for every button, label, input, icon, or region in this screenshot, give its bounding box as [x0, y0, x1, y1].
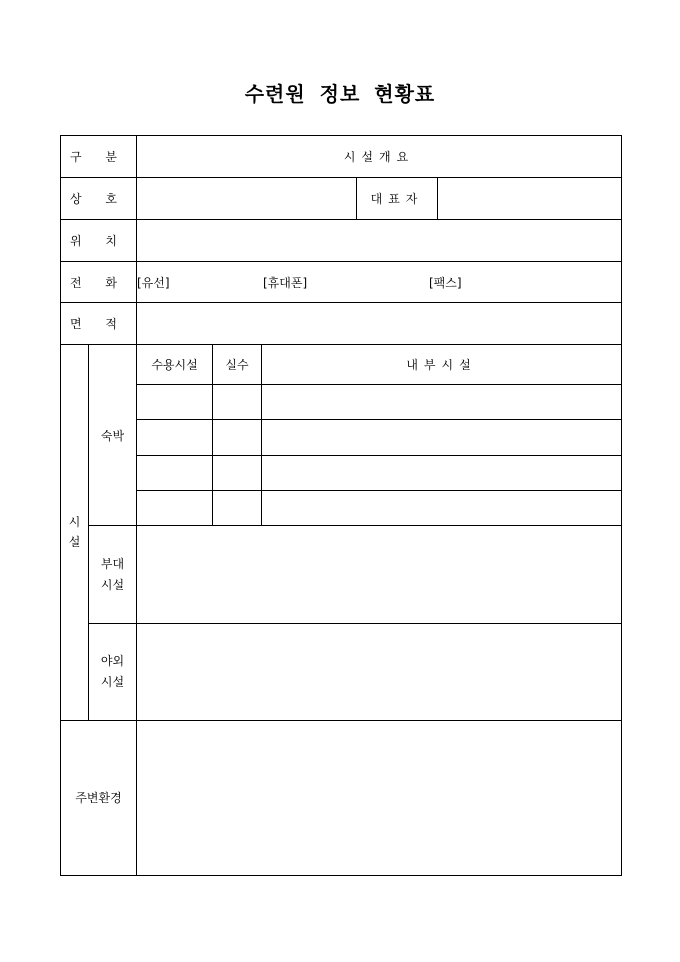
location-label: 위 치	[61, 220, 137, 262]
rooms-cell[interactable]	[213, 385, 262, 420]
auxiliary-line1: 부대	[100, 556, 125, 571]
interior-header: 내부시설	[262, 345, 622, 385]
business-name-field[interactable]	[137, 178, 357, 220]
overview-label: 시설개요	[137, 136, 622, 178]
rooms-header: 실수	[213, 345, 262, 385]
capacity-cell[interactable]	[137, 385, 213, 420]
interior-cell[interactable]	[262, 456, 622, 491]
phone-mobile-label: [휴대폰]	[263, 275, 308, 290]
status-form-table	[60, 135, 622, 876]
title-word: 정보	[319, 82, 361, 106]
phone-landline-label: [유선]	[137, 275, 170, 290]
phone-fax-label: [팩스]	[429, 275, 462, 290]
outdoor-facilities-label	[89, 623, 137, 720]
facilities-label-bottom: 설	[68, 535, 81, 550]
category-label: 구 분	[61, 136, 137, 178]
capacity-cell[interactable]	[137, 456, 213, 491]
business-name-label: 상 호	[61, 178, 137, 220]
capacity-cell[interactable]	[137, 420, 213, 456]
phone-field[interactable]	[137, 262, 622, 303]
environment-field[interactable]	[137, 720, 622, 875]
rooms-cell[interactable]	[213, 491, 262, 526]
outdoor-facilities-field[interactable]	[137, 623, 622, 720]
capacity-cell[interactable]	[137, 491, 213, 526]
capacity-header: 수용시설	[137, 345, 213, 385]
rooms-cell[interactable]	[213, 420, 262, 456]
page-title	[0, 78, 680, 107]
outdoor-line1: 야외	[100, 653, 125, 668]
rooms-cell[interactable]	[213, 456, 262, 491]
lodging-label: 숙박	[89, 345, 137, 526]
title-word: 수련원	[244, 82, 306, 106]
location-field[interactable]	[137, 220, 622, 262]
interior-cell[interactable]	[262, 385, 622, 420]
auxiliary-line2: 시설	[100, 577, 125, 592]
interior-cell[interactable]	[262, 420, 622, 456]
title-word: 현황표	[374, 82, 436, 106]
interior-cell[interactable]	[262, 491, 622, 526]
phone-label: 전 화	[61, 262, 137, 303]
facilities-label	[61, 345, 89, 720]
representative-field[interactable]	[438, 178, 622, 220]
representative-label: 대표자	[357, 178, 438, 220]
facilities-label-top: 시	[68, 515, 81, 530]
auxiliary-facilities-label	[89, 526, 137, 623]
area-label: 면 적	[61, 303, 137, 345]
environment-label: 주변환경	[61, 720, 137, 875]
area-field[interactable]	[137, 303, 622, 345]
auxiliary-facilities-field[interactable]	[137, 526, 622, 623]
outdoor-line2: 시설	[100, 674, 125, 689]
